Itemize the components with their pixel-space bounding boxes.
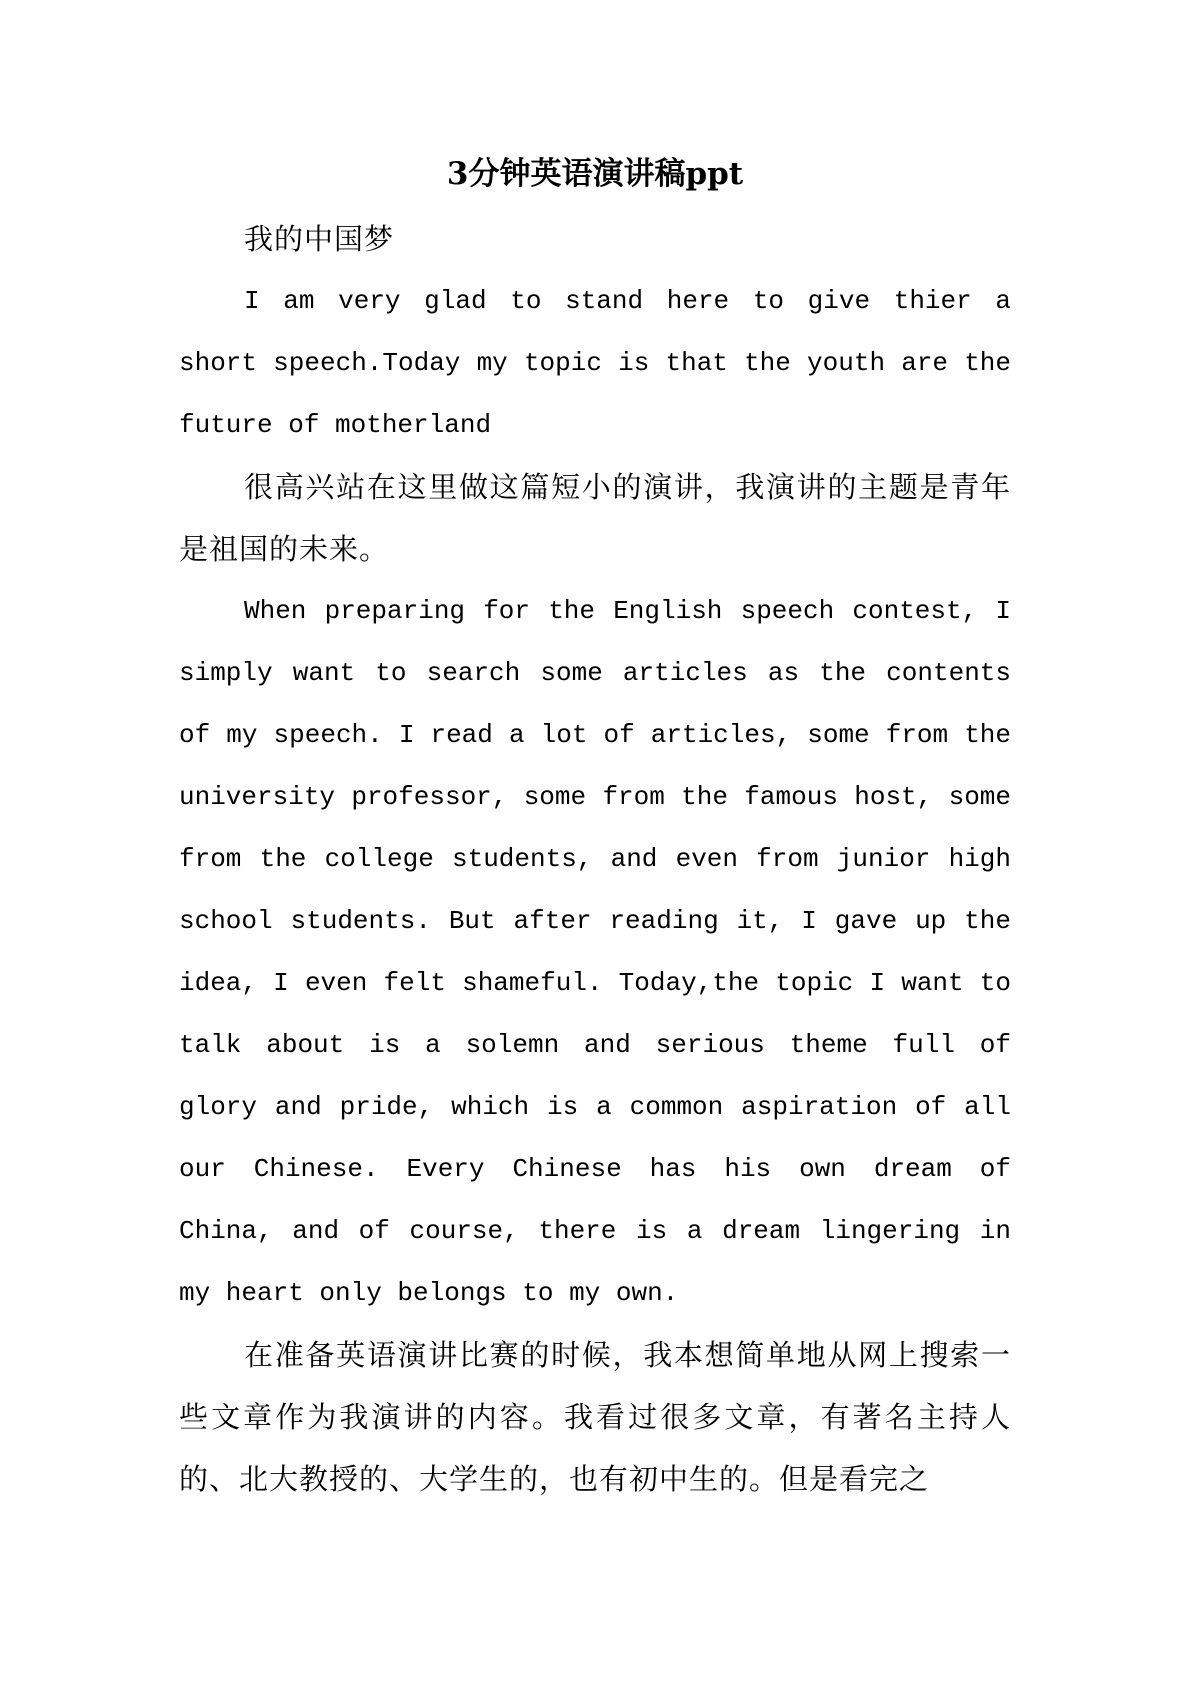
chinese-paragraph-intro: 很高兴站在这里做这篇短小的演讲，我演讲的主题是青年是祖国的未来。 [179, 470, 1011, 566]
chinese-paragraph-main: 在准备英语演讲比赛的时候，我本想简单地从网上搜索一些文章作为我演讲的内容。我看过很多文章，有著名主持人的、北大教授的、大学生的，也有初中生的。但是看完之 [179, 1338, 1011, 1496]
english-paragraph-main: When preparing for the English speech contest, I simply want to search some articles as the contents of my speech. I read a lot of articles, some from the university professor, some from the famous host, some from the college students, and even from junior high school students. But after reading it, I gave up the idea, I even felt shameful. Today,the topic I want to talk about is a solemn and serious theme full of glory and pride, which is a common aspiration of all our Chinese. Every Chinese has his own dream of China, and of course, there is a dream lingering in my heart only belongs to my own. [179, 596, 1011, 1308]
english-paragraph-intro: I am very glad to stand here to give thier a short speech.Today my topic is that the youth are the future of motherland [179, 286, 1011, 440]
subtitle-paragraph: 我的中国梦 [244, 222, 395, 256]
page-title: 3分钟英语演讲稿ppt [446, 156, 744, 192]
document-body [179, 150, 1011, 1510]
